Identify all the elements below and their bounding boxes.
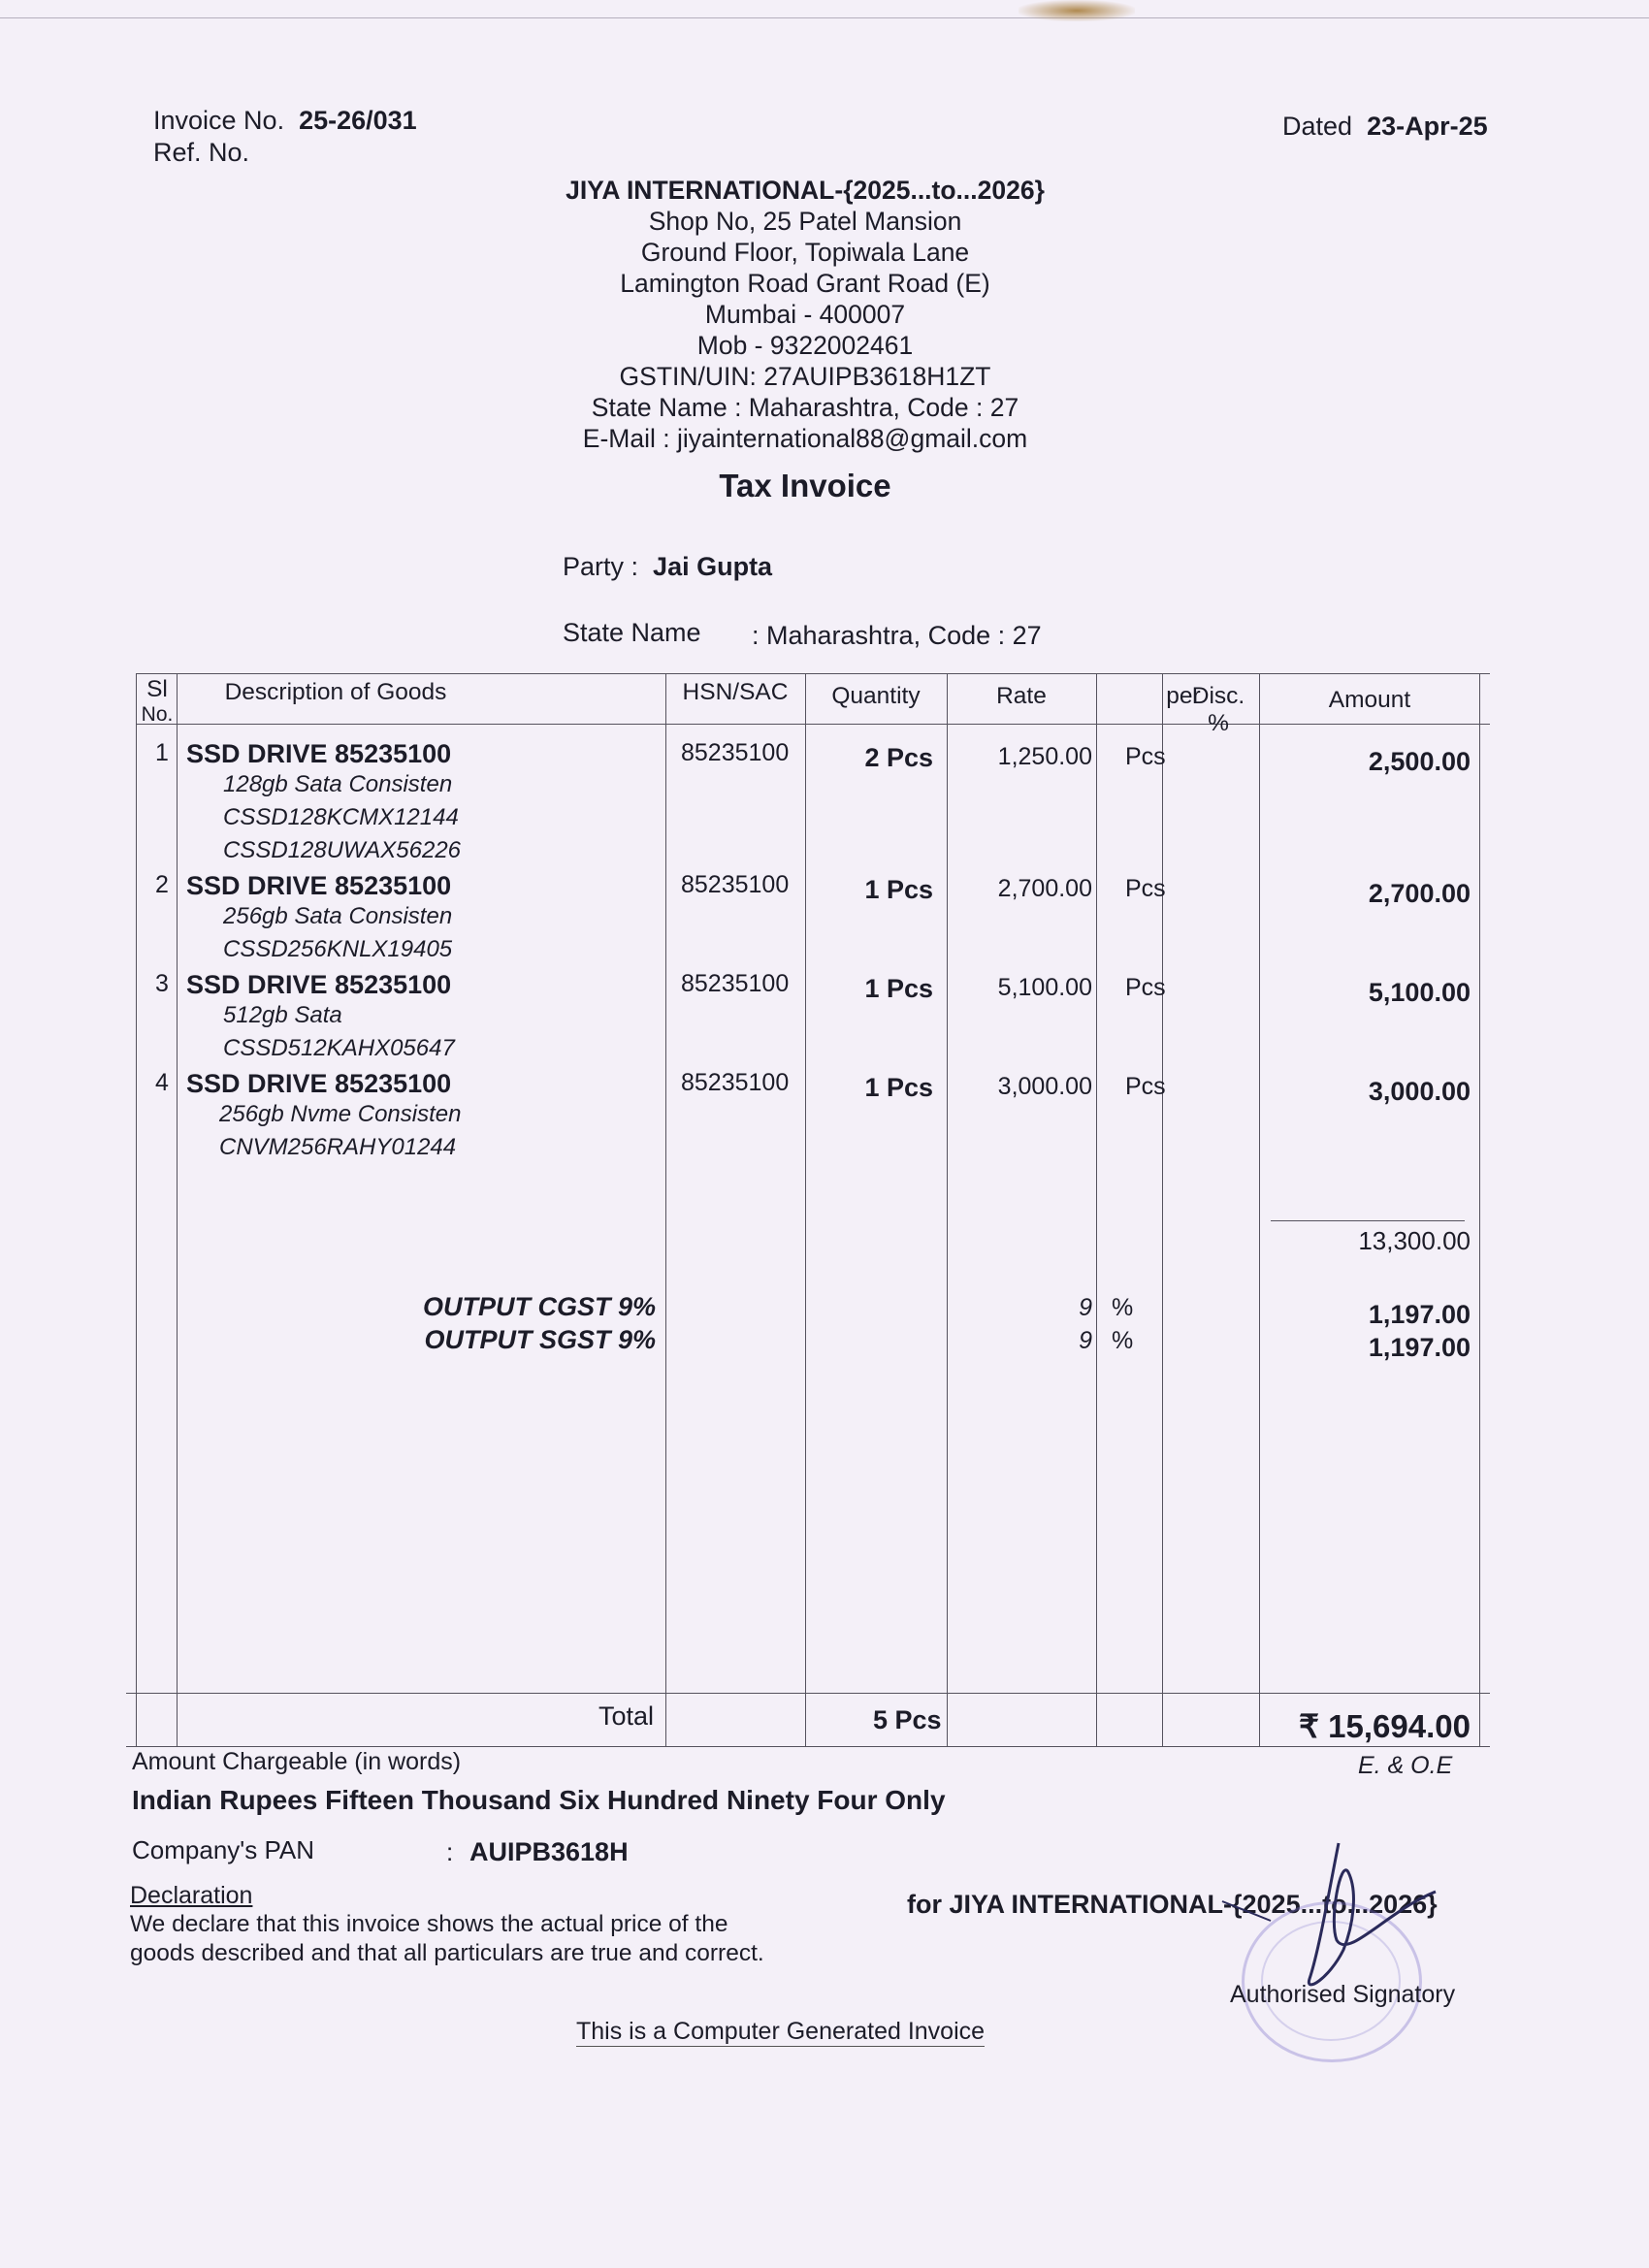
col-line-rate: [1096, 673, 1097, 1746]
invoice-no-row: [153, 105, 417, 137]
item1-detail2: CSSD128KCMX12144: [223, 804, 459, 830]
item3-sl: 3: [155, 970, 169, 997]
item3-detail2: CSSD512KAHX05647: [223, 1035, 455, 1061]
item2-detail2: CSSD256KNLX19405: [223, 936, 453, 962]
dated-value: 23-Apr-25: [1367, 112, 1488, 141]
party-name: Jai Gupta: [653, 552, 773, 581]
item2-rate: 2,700.00: [997, 875, 1092, 902]
item3-hsn: 85235100: [681, 970, 790, 997]
tax-sgst-rate: 9: [1079, 1327, 1092, 1354]
company-state: State Name : Maharashtra, Code : 27: [591, 393, 1019, 422]
party-state-value: : Maharashtra, Code : 27: [752, 621, 1042, 650]
item2-qty: 1 Pcs: [864, 875, 933, 904]
subtotal-rule: [1271, 1220, 1465, 1221]
total-qty: 5 Pcs: [873, 1705, 942, 1734]
table-header-border: [136, 724, 1490, 725]
company-address2: Ground Floor, Topiwala Lane: [640, 238, 970, 267]
ref-no-label: Ref. No.: [153, 138, 250, 167]
item4-detail2: CNVM256RAHY01244: [219, 1134, 457, 1160]
company-mobile: Mob - 9322002461: [696, 331, 914, 360]
col-line-right: [1479, 673, 1480, 1746]
party-label: Party :: [563, 552, 639, 581]
item3-amount: 5,100.00: [1368, 978, 1471, 1007]
company-gstin: GSTIN/UIN: 27AUIPB3618H1ZT: [619, 362, 991, 391]
header-sl: [140, 677, 175, 728]
header-sl-line1: Sl: [146, 676, 168, 702]
dated-row: [1282, 111, 1488, 143]
pan-separator: :: [446, 1837, 454, 1866]
item1-name: SSD DRIVE 85235100: [186, 739, 452, 768]
tax-cgst-rate: 9: [1079, 1294, 1092, 1321]
document-title: Tax Invoice: [719, 468, 891, 503]
company-email: E-Mail : jiyainternational88@gmail.com: [582, 424, 1028, 453]
header-per: per: [1166, 683, 1201, 709]
item3-qty: 1 Pcs: [864, 974, 933, 1003]
item1-detail3: CSSD128UWAX56226: [223, 837, 462, 863]
header-quantity: Quantity: [831, 683, 921, 709]
col-line-desc: [665, 673, 666, 1746]
total-label: Total: [598, 1701, 654, 1731]
amount-words: Indian Rupees Fifteen Thousand Six Hundred Ninety Four Only: [132, 1785, 946, 1815]
header-disc: Disc. %: [1191, 683, 1245, 736]
paper-stain: [1018, 0, 1135, 21]
col-line-hsn: [805, 673, 806, 1746]
item3-per: Pcs: [1125, 974, 1166, 1001]
item1-per: Pcs: [1125, 743, 1166, 770]
item2-per: Pcs: [1125, 875, 1166, 902]
tax-cgst-amount: 1,197.00: [1368, 1300, 1471, 1329]
company-address1: Shop No, 25 Patel Mansion: [648, 207, 962, 236]
declaration-title: Declaration: [130, 1882, 253, 1909]
col-line-qty: [947, 673, 948, 1746]
item2-detail1: 256gb Sata Consisten: [223, 903, 453, 929]
table-bottom-border: [126, 1746, 1490, 1747]
party-state-label: State Name: [563, 618, 701, 647]
col-line-left: [136, 673, 137, 1746]
header-hsn: HSN/SAC: [682, 679, 789, 705]
tax-sgst-unit: %: [1112, 1327, 1134, 1354]
eoe-note: E. & O.E: [1358, 1752, 1453, 1779]
item4-hsn: 85235100: [681, 1069, 790, 1096]
item1-hsn: 85235100: [681, 739, 790, 766]
computer-generated-note: This is a Computer Generated Invoice: [576, 2018, 986, 2045]
pan-value: AUIPB3618H: [469, 1837, 629, 1866]
amount-words-label: Amount Chargeable (in words): [132, 1748, 462, 1775]
company-address3: Lamington Road Grant Road (E): [620, 269, 990, 298]
item3-detail1: 512gb Sata: [223, 1002, 342, 1028]
company-block: [417, 175, 1193, 454]
col-line-disc: [1259, 673, 1260, 1746]
item1-amount: 2,500.00: [1368, 747, 1471, 776]
declaration-line1: We declare that this invoice shows the actual price of the: [130, 1911, 728, 1937]
header-description: Description of Goods: [224, 679, 447, 705]
table-total-top-border: [126, 1693, 1490, 1694]
header-amount: Amount: [1328, 687, 1411, 713]
item3-rate: 5,100.00: [997, 974, 1092, 1001]
item1-rate: 1,250.00: [997, 743, 1092, 770]
item2-amount: 2,700.00: [1368, 879, 1471, 908]
item4-qty: 1 Pcs: [864, 1073, 933, 1102]
table-top-border: [136, 673, 1490, 674]
item4-amount: 3,000.00: [1368, 1077, 1471, 1106]
tax-sgst-amount: 1,197.00: [1368, 1333, 1471, 1362]
company-name: JIYA INTERNATIONAL-{2025...to...2026}: [566, 176, 1045, 205]
item4-rate: 3,000.00: [997, 1073, 1092, 1100]
header-sl-line2: No.: [141, 703, 174, 726]
item4-sl: 4: [155, 1069, 169, 1096]
dated-label: Dated: [1282, 112, 1353, 141]
col-line-sl: [177, 673, 178, 1746]
tax-cgst-label: OUTPUT CGST 9%: [422, 1292, 656, 1321]
item2-hsn: 85235100: [681, 871, 790, 898]
item1-qty: 2 Pcs: [864, 743, 933, 772]
item2-name: SSD DRIVE 85235100: [186, 871, 452, 900]
col-line-per: [1162, 673, 1163, 1746]
invoice-no-label: Invoice No.: [153, 106, 285, 135]
page-top-border: [0, 17, 1649, 18]
party-row: [563, 551, 772, 583]
item4-detail1: 256gb Nvme Consisten: [219, 1101, 462, 1127]
item3-name: SSD DRIVE 85235100: [186, 970, 452, 999]
subtotal-amount: 13,300.00: [1358, 1226, 1471, 1255]
for-company: for JIYA INTERNATIONAL-{2025...to...2026}: [907, 1890, 1438, 1919]
item1-detail1: 128gb Sata Consisten: [223, 771, 453, 797]
item4-per: Pcs: [1125, 1073, 1166, 1100]
declaration-line2: goods described and that all particulars are true and correct.: [130, 1940, 764, 1966]
item4-name: SSD DRIVE 85235100: [186, 1069, 452, 1098]
tax-sgst-label: OUTPUT SGST 9%: [424, 1325, 656, 1354]
authorised-signatory: Authorised Signatory: [1230, 1981, 1456, 2008]
goods-table: [126, 669, 1490, 1756]
total-amount: ₹ 15,694.00: [1299, 1708, 1471, 1744]
company-city: Mumbai - 400007: [704, 300, 906, 329]
item2-sl: 2: [155, 871, 169, 898]
tax-cgst-unit: %: [1112, 1294, 1134, 1321]
invoice-no-value: 25-26/031: [299, 106, 417, 135]
item1-sl: 1: [155, 739, 169, 766]
header-rate: Rate: [996, 683, 1047, 709]
pan-label: Company's PAN: [132, 1835, 314, 1864]
